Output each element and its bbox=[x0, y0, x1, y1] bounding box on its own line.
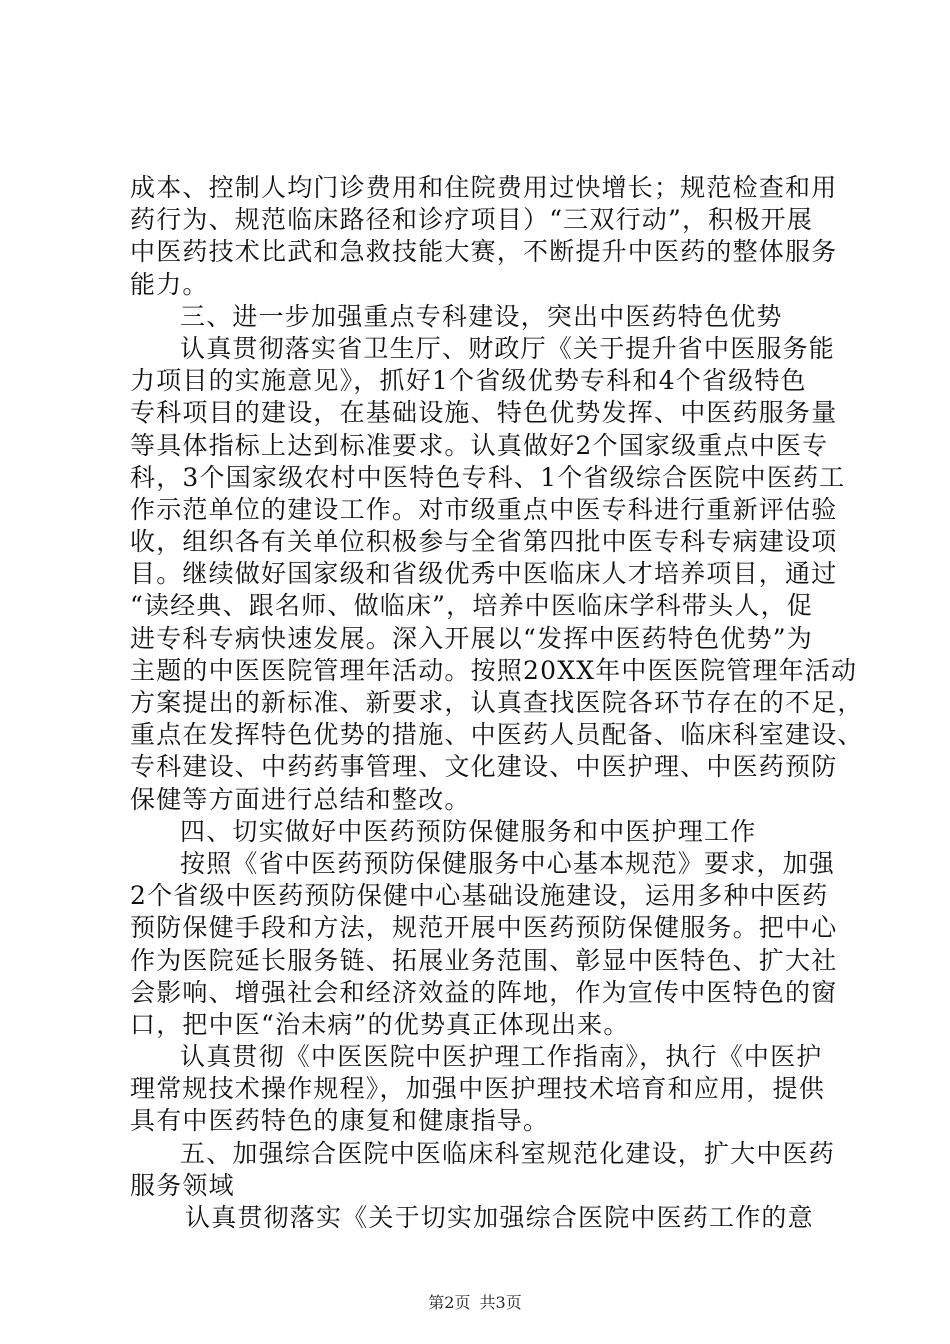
text-line: 保健等方面进行总结和整改。 bbox=[130, 784, 471, 814]
section-heading-continued: 服务领域 bbox=[130, 1170, 235, 1200]
text-line: 会影响、增强社会和经济效益的阵地，作为宣传中医特色的窗 bbox=[130, 977, 838, 1007]
text-line: 具有中医药特色的康复和健康指导。 bbox=[130, 1106, 550, 1136]
text-line: 认真贯彻落实省卫生厅、财政厅《关于提升省中医服务能 bbox=[180, 333, 836, 363]
section-heading: 三、进一步加强重点专科建设，突出中医药特色优势 bbox=[180, 301, 783, 331]
text-line: 能力。 bbox=[130, 269, 209, 299]
text-line: 收，组织各有关单位积极参与全省第四批中医专科专病建设项 bbox=[130, 527, 838, 557]
text-line: 主题的中医医院管理年活动。按照20XX年中医医院管理年活动 bbox=[130, 655, 858, 685]
text-line: 药行为、规范临床路径和诊疗项目）“三双行动”，积极开展 bbox=[130, 205, 813, 235]
page-number: 第2页 bbox=[428, 1293, 471, 1312]
text-line: 按照《省中医药预防保健服务中心基本规范》要求，加强 bbox=[180, 848, 836, 878]
document-body bbox=[130, 172, 864, 1234]
text-line: 专科建设、中药药事管理、文化建设、中医护理、中医药预防 bbox=[130, 752, 838, 782]
text-line: 专科项目的建设，在基础设施、特色优势发挥、中医药服务量 bbox=[130, 398, 838, 428]
text-line: “读经典、跟名师、做临床”，培养中医临床学科带头人，促 bbox=[130, 591, 813, 621]
text-line: 重点在发挥特色优势的措施、中医药人员配备、临床科室建设、 bbox=[130, 720, 864, 750]
text-line: 作示范单位的建设工作。对市级重点中医专科进行重新评估验 bbox=[130, 494, 838, 524]
text-line: 作为医院延长服务链、拓展业务范围、彰显中医特色、扩大社 bbox=[130, 945, 838, 975]
text-line: 目。继续做好国家级和省级优秀中医临床人才培养项目，通过 bbox=[130, 559, 838, 589]
text-line: 2个省级中医药预防保健中心基础设施建设，运用多种中医药 bbox=[130, 881, 829, 911]
text-line: 口，把中医“治未病”的优势真正体现出来。 bbox=[130, 1009, 630, 1039]
page-footer bbox=[0, 1293, 950, 1313]
section-heading: 四、切实做好中医药预防保健服务和中医护理工作 bbox=[180, 816, 757, 846]
text-line: 中医药技术比武和急救技能大赛，不断提升中医药的整体服务 bbox=[130, 237, 838, 267]
text-line: 认真贯彻落实《关于切实加强综合医院中医药工作的意 bbox=[185, 1203, 814, 1232]
text-line: 预防保健手段和方法，规范开展中医药预防保健服务。把中心 bbox=[130, 913, 838, 943]
text-line: 成本、控制人均门诊费用和住院费用过快增长；规范检查和用 bbox=[130, 173, 838, 202]
text-line: 力项目的实施意见》，抓好1个省级优势专科和4个省级特色 bbox=[130, 366, 807, 396]
text-line: 科，3个国家级农村中医特色专科、1个省级综合医院中医药工 bbox=[130, 462, 846, 492]
section-heading: 五、加强综合医院中医临床科室规范化建设，扩大中医药 bbox=[180, 1138, 836, 1168]
text-line: 理常规技术操作规程》，加强中医护理技术培育和应用，提供 bbox=[130, 1074, 825, 1104]
page-total: 共3页 bbox=[479, 1293, 522, 1312]
text-line: 等具体指标上达到标准要求。认真做好2个国家级重点中医专 bbox=[130, 430, 829, 460]
text-line: 方案提出的新标准、新要求，认真查找医院各环节存在的不足， bbox=[130, 688, 864, 717]
text-line: 认真贯彻《中医医院中医护理工作指南》，执行《中医护 bbox=[180, 1042, 823, 1072]
text-line: 进专科专病快速发展。深入开展以“发挥中医药特色优势”为 bbox=[130, 623, 813, 653]
